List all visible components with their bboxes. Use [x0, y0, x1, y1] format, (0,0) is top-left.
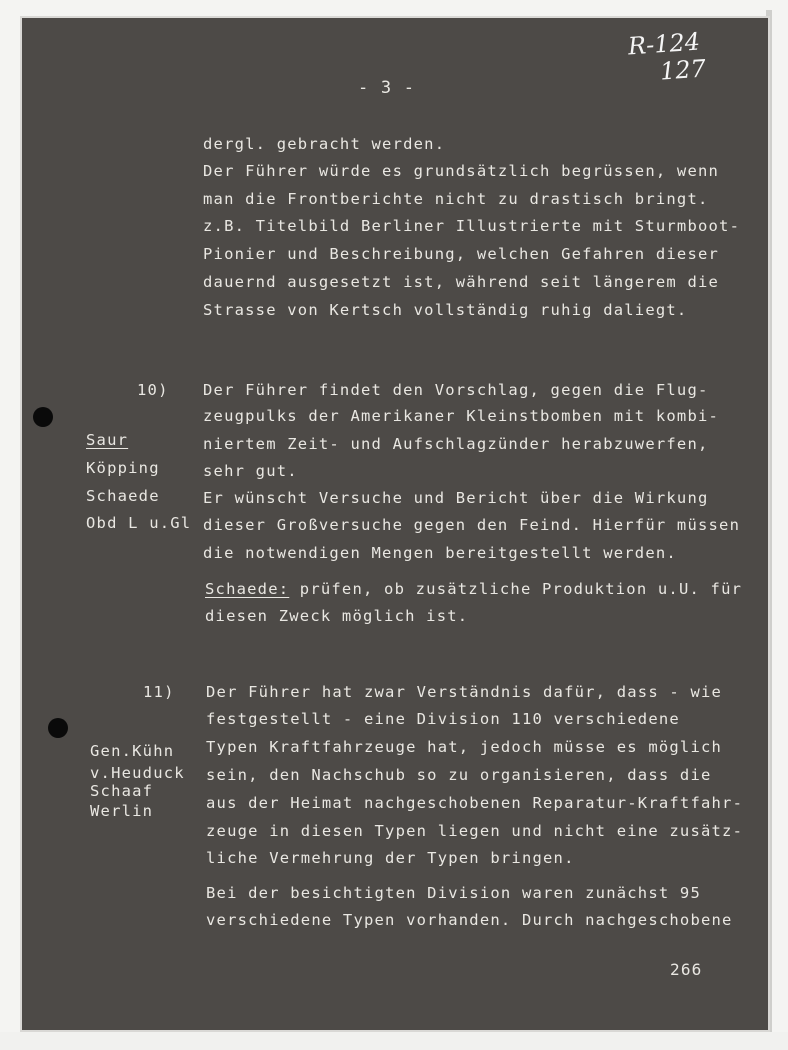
action-line: [205, 582, 742, 598]
action-label: Schaede:: [205, 580, 290, 598]
recipient-name: Werlin: [90, 802, 154, 820]
footer-number: 266: [670, 960, 703, 979]
punch-hole: [33, 407, 53, 427]
item10-line: dieser Großversuche gegen den Feind. Hierfür müssen: [203, 516, 741, 534]
intro-line: dauernd ausgesetzt ist, während seit längerem die: [203, 273, 720, 291]
recipient-name: Schaaf: [90, 782, 154, 800]
recipient-name: Schaede: [86, 487, 160, 505]
item10-line: niertem Zeit- und Aufschlagzünder herabzuwerfen,: [203, 435, 709, 453]
action-text: prüfen, ob zusätzliche Produktion u.U. für: [289, 580, 743, 598]
item11-line: Bei der besichtigten Division waren zunächst 95: [206, 884, 701, 902]
intro-line: man die Frontberichte nicht zu drastisch bringt.: [203, 190, 709, 208]
recipient-name: Köpping: [86, 459, 160, 477]
item11-line: zeuge in diesen Typen liegen und nicht eine zusätz-: [206, 822, 744, 840]
item11-line: sein, den Nachschub so zu organisieren, dass die: [206, 766, 712, 784]
intro-line: z.B. Titelbild Berliner Illustrierte mit Sturmboot-: [203, 217, 741, 235]
item11-line: Typen Kraftfahrzeuge hat, jedoch müsse es möglich: [206, 738, 723, 756]
recipient-name: v.Heuduck: [90, 764, 185, 782]
intro-line: Der Führer würde es grundsätzlich begrüssen, wenn: [203, 162, 720, 180]
item11-line: aus der Heimat nachgeschobenen Reparatur-Kraftfahr-: [206, 794, 744, 812]
item10-line: Er wünscht Versuche und Bericht über die Wirkung: [203, 489, 709, 507]
item11-line: festgestellt - eine Division 110 verschiedene: [206, 710, 680, 728]
item11-line: verschiedene Typen vorhanden. Durch nachgeschobene: [206, 911, 733, 929]
item-number: 10): [137, 381, 169, 399]
intro-line: dergl. gebracht werden.: [203, 135, 446, 153]
intro-line: Pionier und Beschreibung, welchen Gefahren dieser: [203, 245, 720, 263]
scan-margin: [0, 1032, 788, 1050]
page-number: - 3 -: [358, 78, 416, 98]
item10-line: zeugpulks der Amerikaner Kleinstbomben mit kombi-: [203, 407, 720, 425]
punch-hole: [48, 718, 68, 738]
intro-line: Strasse von Kertsch vollständig ruhig daliegt.: [203, 301, 688, 319]
recipient-name: Obd L u.Gl: [86, 514, 192, 532]
item11-line: Der Führer hat zwar Verständnis dafür, dass - wie: [206, 683, 723, 701]
item-number: 11): [143, 683, 175, 701]
action-line: diesen Zweck möglich ist.: [205, 607, 469, 625]
item10-line: die notwendigen Mengen bereitgestellt werden.: [203, 544, 677, 562]
recipient-name: Gen.Kühn: [90, 742, 175, 760]
item10-line: sehr gut.: [203, 462, 298, 480]
item11-line: liche Vermehrung der Typen bringen.: [206, 849, 575, 867]
recipient-name: Saur: [86, 431, 129, 449]
item10-line: Der Führer findet den Vorschlag, gegen die Flug-: [203, 381, 709, 399]
archive-ref-line2: 127: [659, 54, 707, 86]
archive-ref-line1: R-124: [627, 27, 701, 61]
